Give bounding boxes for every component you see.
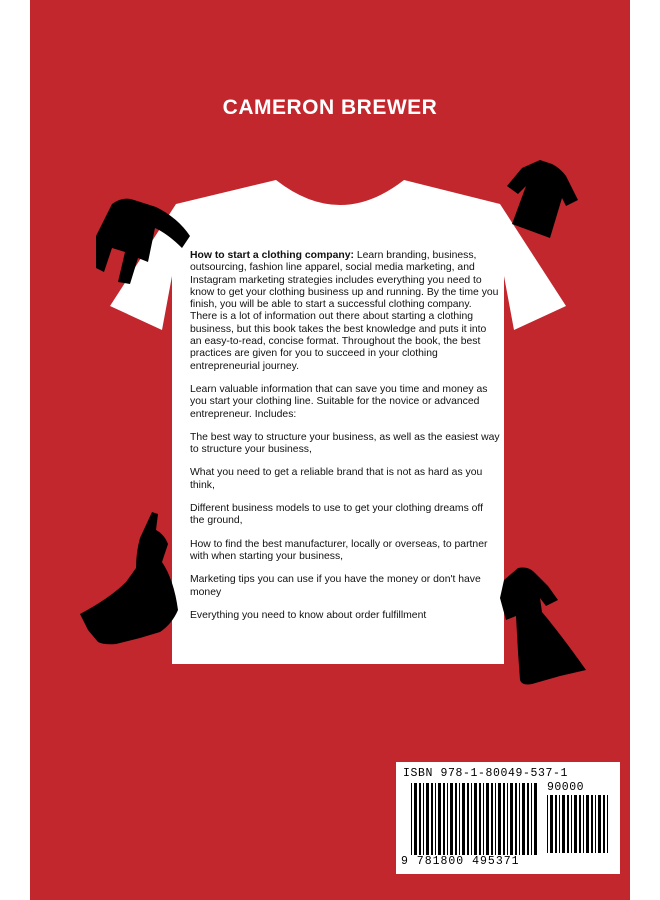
barcode-bar xyxy=(467,783,469,855)
barcode-bar xyxy=(438,783,441,855)
barcode-bar xyxy=(579,795,581,853)
barcode-bar xyxy=(459,783,460,855)
barcode-bar xyxy=(503,783,505,855)
barcode-bar xyxy=(547,795,548,853)
barcode-bar xyxy=(603,795,605,853)
list-item: Everything you need to know about order fulfillment xyxy=(190,609,427,621)
barcode-bar xyxy=(607,795,608,853)
barcode-bar xyxy=(419,783,421,855)
barcode-bar xyxy=(534,783,537,855)
author-name: CAMERON BREWER xyxy=(222,96,438,119)
blurb-lead-text: Learn branding, business, outsourcing, fashion line apparel, social media marketing, and Instagram marketing strategies includes everything you need to know to get your clothing business up and running. By the time you finish, you will be able to start a successful clothing company. There is a lot of information out there about starting a clothing business, but this book takes the best knowledge and puts it into an easy-to-read, concise format. Throughout the book, the best practices are given for you to succeed in your clothing entrepreneurial journey. xyxy=(190,250,499,372)
barcode-bar xyxy=(567,795,569,853)
barcode-icon xyxy=(411,783,541,855)
blurb-paragraph-2: Learn valuable information that can save you time and money as you start your clothing line. Suitable for the novice or advanced entrepreneur. Includes: xyxy=(190,383,488,420)
barcode-bar xyxy=(443,783,445,855)
ean-digits: 9 781800 495371 xyxy=(401,855,520,868)
price-code: 90000 xyxy=(547,781,585,794)
shirt-icon xyxy=(507,160,578,238)
price-barcode-icon xyxy=(547,795,611,853)
barcode-bar xyxy=(479,783,481,855)
barcode-bar xyxy=(486,783,489,855)
barcode-bar xyxy=(455,783,457,855)
blurb-paragraph-1 xyxy=(190,250,500,373)
barcode-bar xyxy=(450,783,453,855)
barcode-bar xyxy=(491,783,493,855)
blurb-text xyxy=(190,250,500,633)
barcode-bar xyxy=(423,783,424,855)
list-item: What you need to get a reliable brand that is not as hard as you think, xyxy=(190,467,483,491)
barcode-bar xyxy=(562,795,565,853)
long-sleeve-dress-icon xyxy=(500,568,586,685)
barcode-bar xyxy=(515,783,517,855)
barcode-bar xyxy=(598,795,601,853)
isbn-number: ISBN 978-1-80049-537-1 xyxy=(403,767,569,780)
barcode-bar xyxy=(583,795,584,853)
barcode-bar xyxy=(426,783,429,855)
barcode-bar xyxy=(498,783,501,855)
blurb-lead-bold: How to start a clothing company: xyxy=(190,250,354,261)
barcode-bar xyxy=(527,783,529,855)
barcode-bar xyxy=(574,795,577,853)
barcode-bar xyxy=(431,783,433,855)
list-item: Different business models to use to get your clothing dreams off the ground, xyxy=(190,503,484,527)
barcode-bar xyxy=(507,783,508,855)
list-item: How to find the best manufacturer, locally or overseas, to partner with when starting your business, xyxy=(190,538,488,562)
barcode-bar xyxy=(414,783,417,855)
dress-icon xyxy=(80,512,178,644)
barcode-bar xyxy=(531,783,532,855)
barcode-bar xyxy=(411,783,412,855)
isbn-barcode xyxy=(396,762,620,874)
barcode-bar xyxy=(555,795,557,853)
barcode-bar xyxy=(435,783,436,855)
barcode-bar xyxy=(522,783,525,855)
barcode-bar xyxy=(586,795,589,853)
barcode-bar xyxy=(571,795,572,853)
barcode-bar xyxy=(474,783,477,855)
barcode-bar xyxy=(519,783,520,855)
barcode-bar xyxy=(510,783,513,855)
list-item: The best way to structure your business, as well as the easiest way to structure your business, xyxy=(190,431,500,456)
barcode-bar xyxy=(495,783,496,855)
barcode-bar xyxy=(559,795,560,853)
barcode-bar xyxy=(483,783,484,855)
barcode-bar xyxy=(447,783,448,855)
barcode-bar xyxy=(471,783,472,855)
barcode-bar xyxy=(591,795,593,853)
barcode-bar xyxy=(595,795,596,853)
barcode-bar xyxy=(550,795,553,853)
list-item: Marketing tips you can use if you have the money or don't have money xyxy=(190,574,481,598)
barcode-bar xyxy=(462,783,465,855)
